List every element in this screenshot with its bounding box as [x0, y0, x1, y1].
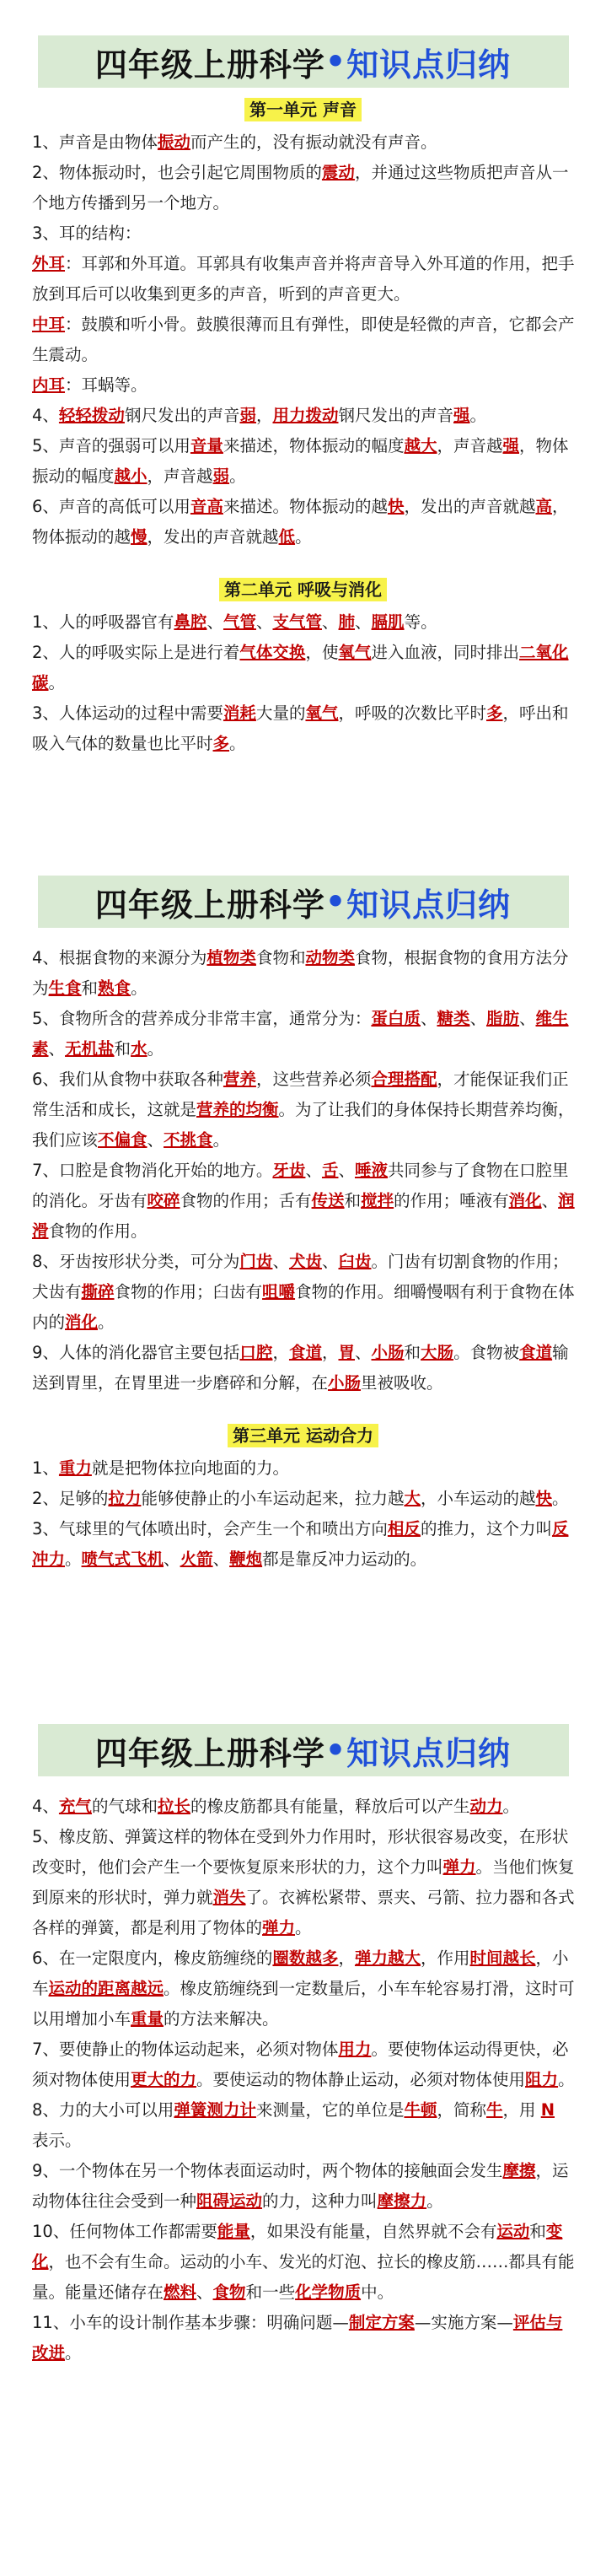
- text-segment: ，这些营养必须: [255, 1070, 372, 1089]
- text-segment: 5、声音的强弱可以用: [32, 436, 190, 455]
- text-segment: 食物的作用。细嚼慢咽有利于食物在体内的: [32, 1282, 575, 1332]
- text-segment: 。当他们恢复到原来的形状时，弹力就: [32, 1857, 575, 1907]
- title-main: 四年级上册科学: [94, 1734, 325, 1772]
- key-term: 熟食: [98, 978, 131, 998]
- text-segment: 2、足够的: [32, 1489, 109, 1508]
- key-term: 二氧化碳: [32, 643, 569, 693]
- key-term: 气体交换: [239, 643, 306, 662]
- text-segment: 等。: [404, 612, 437, 632]
- key-term: 不挑食: [164, 1130, 213, 1150]
- text-segment: 食物和: [255, 948, 306, 967]
- text-segment: 的方法来解决。: [164, 2009, 279, 2029]
- key-term: 运动: [496, 2222, 530, 2241]
- title-sub: 知识点归纳: [346, 886, 512, 924]
- key-term: N: [540, 2100, 555, 2120]
- text-segment: 、: [541, 1191, 559, 1210]
- text-segment: ，: [272, 1343, 289, 1362]
- key-term: 强: [502, 436, 519, 455]
- knowledge-item: [32, 607, 576, 638]
- unit-heading: [0, 576, 606, 601]
- key-term: 振动: [157, 132, 190, 152]
- text-segment: 、: [338, 1161, 355, 1180]
- spacer: [0, 928, 606, 943]
- text-segment: 、: [196, 2282, 213, 2302]
- spacer: [0, 552, 606, 568]
- key-term: 阻碍运动: [196, 2191, 263, 2211]
- knowledge-item: [32, 1484, 576, 1514]
- text-segment: ，物体振动的越: [32, 497, 569, 547]
- text-segment: 和: [81, 978, 99, 998]
- key-term: 圈数越多: [272, 1948, 339, 1968]
- knowledge-item: [32, 2308, 576, 2369]
- knowledge-item: [32, 249, 576, 310]
- text-segment: 、: [272, 1252, 289, 1271]
- text-segment: 、: [355, 612, 372, 632]
- text-segment: 3、气球里的气体喷出时，会产生一个和喷出方向: [32, 1519, 388, 1539]
- key-term: 重量: [131, 2009, 164, 2029]
- knowledge-item: [32, 370, 576, 401]
- text-segment: 。门齿有切割食物的作用；犬齿有: [32, 1252, 569, 1301]
- unit-heading: [0, 1422, 606, 1447]
- key-term: 糖类: [437, 1009, 470, 1028]
- key-term: 摩擦: [502, 2161, 536, 2180]
- text-segment: 、: [164, 1549, 180, 1569]
- text-segment: 。要使运动的物体静止运动，必须对物体使用: [196, 2070, 526, 2089]
- text-segment: 。: [229, 734, 246, 753]
- knowledge-item: [32, 1064, 576, 1156]
- key-term: 燃料: [164, 2282, 197, 2302]
- knowledge-item: [32, 698, 576, 759]
- key-term: 火箭: [180, 1549, 213, 1569]
- key-term: 高: [535, 497, 552, 516]
- text-segment: 就是把物体拉向地面的力。: [91, 1458, 289, 1478]
- text-segment: 。: [469, 406, 487, 425]
- title-main: 四年级上册科学: [94, 46, 325, 84]
- text-segment: 、: [305, 1161, 322, 1180]
- key-term: 鞭炮: [229, 1549, 263, 1569]
- text-segment: 。为了让我们的身体保持长期营养均衡，我们应该: [32, 1100, 575, 1150]
- text-segment: 4、根据食物的来源分为: [32, 948, 207, 967]
- title-dot: •: [324, 43, 347, 80]
- key-term: 变化: [32, 2222, 563, 2272]
- text-segment: ，小车运动的越: [420, 1489, 536, 1508]
- text-segment: 。: [65, 2343, 82, 2363]
- knowledge-item: [32, 1004, 576, 1064]
- text-segment: ：鼓膜和听小骨。鼓膜很薄而且有弹性，即使是轻微的声音，它都会产生震动。: [32, 315, 575, 364]
- text-segment: 而产生的，没有振动就没有声音。: [190, 132, 437, 152]
- text-segment: 的气球和: [91, 1797, 158, 1816]
- text-segment: 、: [147, 1130, 164, 1150]
- text-segment: ，如果没有能量，自然界就不会有: [249, 2222, 497, 2241]
- key-term: 阻力: [525, 2070, 559, 2089]
- text-segment: 1、人的呼吸器官有: [32, 612, 174, 632]
- text-segment: 。: [65, 1549, 82, 1569]
- section-3: [0, 1724, 606, 2369]
- knowledge-item: [32, 2156, 576, 2217]
- key-term: 营养: [223, 1070, 256, 1089]
- text-segment: 。: [98, 1312, 115, 1332]
- text-segment: 9、人体的消化器官主要包括: [32, 1343, 240, 1362]
- key-term: 门齿: [239, 1252, 273, 1271]
- text-segment: ，才能保证我们正常生活和成长，这就是: [32, 1070, 569, 1119]
- knowledge-item: [32, 2034, 576, 2095]
- text-segment: ：耳蜗等。: [65, 375, 147, 395]
- text-segment: 3、人体运动的过程中需要: [32, 703, 223, 723]
- key-term: 搅拌: [361, 1191, 394, 1210]
- text-segment: 6、声音的高低可以用: [32, 497, 190, 516]
- key-term: 用力拨动: [272, 406, 339, 425]
- text-segment: 、: [212, 1549, 230, 1569]
- text-segment: 5、橡皮筋、弹簧这样的物体在受到外力作用时，形状很容易改变，在形状改变时，他们会产生一个要恢复原来形状的力，这个力叫: [32, 1827, 569, 1877]
- text-segment: 输送到胃里，在胃里进一步磨碎和分解，在: [32, 1343, 569, 1393]
- knowledge-item: [32, 638, 576, 698]
- key-term: 维生素: [32, 1009, 569, 1059]
- key-term: 消化: [65, 1312, 99, 1332]
- text-segment: 。: [131, 978, 147, 998]
- key-term: 消耗: [223, 703, 256, 723]
- key-term: 中耳: [32, 315, 66, 334]
- text-segment: ，呼吸的次数比平时: [338, 703, 486, 723]
- text-segment: 3、耳的结构：: [32, 224, 142, 243]
- knowledge-item: [32, 218, 576, 249]
- key-term: 内耳: [32, 375, 66, 395]
- text-segment: ，运动物体往往会受到一种: [32, 2161, 569, 2211]
- text-segment: 和: [404, 1343, 421, 1362]
- knowledge-item: [32, 943, 576, 1004]
- unit-heading: [0, 96, 606, 121]
- text-segment: 食物的作用；舌有: [180, 1191, 312, 1210]
- text-segment: 。: [552, 1489, 569, 1508]
- key-term: 喷气式飞机: [81, 1549, 164, 1569]
- key-term: 牙齿: [272, 1161, 306, 1180]
- text-segment: 6、在一定限度内，橡皮筋缠绕的: [32, 1948, 273, 1968]
- key-term: 相反: [387, 1519, 421, 1539]
- text-segment: 。: [295, 527, 312, 547]
- key-term: 用力: [338, 2040, 372, 2059]
- text-segment: 。: [426, 2191, 443, 2211]
- key-term: 能量: [217, 2222, 250, 2241]
- key-term: 营养的均衡: [196, 1100, 279, 1119]
- text-segment: ，使: [305, 643, 339, 662]
- text-segment: ，呼出和吸入气体的数量也比平时: [32, 703, 569, 753]
- key-term: 水: [131, 1039, 147, 1059]
- text-segment: ，也不会有生命。运动的小车、发光的灯泡、拉长的橡皮筋……都具有能量。能量还储存在: [32, 2252, 575, 2302]
- text-segment: 了。衣裤松紧带、票夹、弓箭、拉力器和各式各样的弹簧，都是利用了物体的: [32, 1888, 575, 1937]
- text-segment: 和: [344, 1191, 362, 1210]
- text-segment: 2、人的呼吸实际上是进行着: [32, 643, 240, 662]
- knowledge-item: [32, 158, 576, 218]
- key-term: 动力: [469, 1797, 503, 1816]
- key-term: 咀嚼: [262, 1282, 296, 1301]
- text-segment: 。: [212, 1130, 230, 1150]
- key-term: 动物类: [305, 948, 355, 967]
- text-segment: ，声音越: [437, 436, 503, 455]
- text-segment: 。橡皮筋缠绕到一定数量后，小车车轮容易打滑，这时可以用增加小车: [32, 1979, 575, 2029]
- knowledge-item: [32, 401, 576, 431]
- text-segment: 。: [558, 2070, 575, 2089]
- key-term: 反冲力: [32, 1519, 569, 1569]
- knowledge-item: [32, 492, 576, 552]
- key-term: 低: [278, 527, 296, 547]
- key-term: 弱: [239, 406, 256, 425]
- text-segment: 7、要使静止的物体运动起来，必须对物体: [32, 2040, 339, 2059]
- text-segment: 能够使静止的小车运动起来，拉力越: [141, 1489, 405, 1508]
- title-dot: •: [324, 1732, 347, 1769]
- text-segment: 、: [355, 1343, 372, 1362]
- key-term: 传送: [311, 1191, 345, 1210]
- text-segment: 。: [147, 1039, 164, 1059]
- text-segment: 食物，根据食物的食用方法分为: [32, 948, 569, 998]
- text-segment: ，用: [502, 2100, 541, 2120]
- text-segment: 11、小车的设计制作基本步骤：明确问题—: [32, 2313, 349, 2332]
- key-term: 撕碎: [81, 1282, 115, 1301]
- unit-heading-text: 第一单元 声音: [244, 98, 362, 121]
- text-segment: 、: [420, 1009, 437, 1028]
- key-term: 更大的力: [131, 2070, 197, 2089]
- text-segment: 。要使物体运动得更快，必须对物体使用: [32, 2040, 569, 2089]
- text-segment: ，发出的声音就越: [147, 527, 279, 547]
- unit-heading-text: 第三单元 运动合力: [228, 1424, 378, 1447]
- text-segment: 和一些: [245, 2282, 296, 2302]
- text-segment: 4、: [32, 1797, 59, 1816]
- text-segment: 。: [48, 673, 66, 693]
- key-term: 慢: [131, 527, 147, 547]
- text-segment: 、: [519, 1009, 536, 1028]
- title-sub: 知识点归纳: [346, 46, 512, 84]
- spacer: [0, 1398, 606, 1414]
- text-segment: 食物的作用；臼齿有: [114, 1282, 263, 1301]
- text-segment: 进入血液，同时排出: [371, 643, 519, 662]
- key-term: 拉长: [157, 1797, 190, 1816]
- text-segment: 1、声音是由物体: [32, 132, 158, 152]
- key-term: 鼻腔: [174, 612, 207, 632]
- key-term: 胃: [338, 1343, 355, 1362]
- text-segment: 和: [529, 2222, 546, 2241]
- knowledge-item: [32, 2095, 576, 2156]
- text-segment: 7、口腔是食物消化开始的地方。: [32, 1161, 273, 1180]
- text-segment: ，: [321, 1343, 339, 1362]
- key-term: 食物: [212, 2282, 246, 2302]
- text-segment: 。: [295, 1918, 312, 1937]
- text-segment: 1、: [32, 1458, 59, 1478]
- key-term: 制定方案: [348, 2313, 415, 2332]
- knowledge-item: [32, 1247, 576, 1338]
- key-term: 氧气: [338, 643, 372, 662]
- knowledge-item: [32, 1822, 576, 1943]
- text-segment: 共同参与了食物在口腔里的消化。牙齿有: [32, 1161, 569, 1210]
- spacer: [0, 1776, 606, 1792]
- key-term: 越大: [404, 436, 437, 455]
- key-term: 弹力越大: [354, 1948, 421, 1968]
- knowledge-item: [32, 431, 576, 492]
- text-segment: 的作用；唾液有: [394, 1191, 509, 1210]
- knowledge-item: [32, 310, 576, 370]
- key-term: 弱: [212, 466, 230, 486]
- key-term: 弹力: [262, 1918, 296, 1937]
- text-segment: ，: [338, 1948, 355, 1968]
- key-term: 弹簧测力计: [174, 2100, 256, 2120]
- knowledge-item: [32, 1943, 576, 2034]
- text-segment: ：耳郭和外耳道。耳郭具有收集声音并将声音导入外耳道的作用，把手放到耳后可以收集到更多的声音，听到的声音更大。: [32, 254, 575, 304]
- key-term: 多: [485, 703, 503, 723]
- text-segment: 、: [469, 1009, 486, 1028]
- text-segment: 的橡皮筋都具有能量，释放后可以产生: [190, 1797, 470, 1816]
- key-term: 拉力: [108, 1489, 142, 1508]
- text-segment: ，小车: [32, 1948, 569, 1998]
- text-segment: 8、牙齿按形状分类，可分为: [32, 1252, 240, 1271]
- text-segment: 2、物体振动时，也会引起它周围物质的: [32, 163, 322, 182]
- text-segment: ，发出的声音就越: [404, 497, 536, 516]
- key-term: 植物类: [206, 948, 256, 967]
- title-dot: •: [324, 883, 347, 920]
- text-segment: ，: [255, 406, 273, 425]
- text-segment: 中。: [361, 2282, 394, 2302]
- key-term: 膈肌: [371, 612, 405, 632]
- key-term: 食道: [288, 1343, 322, 1362]
- text-segment: 大量的: [255, 703, 306, 723]
- text-segment: 。: [229, 466, 246, 486]
- key-term: 牛顿: [404, 2100, 437, 2120]
- key-term: 肺: [338, 612, 356, 632]
- key-term: 犬齿: [288, 1252, 322, 1271]
- key-term: 咬碎: [147, 1191, 180, 1210]
- key-term: 快: [387, 497, 405, 516]
- key-term: 重力: [58, 1458, 92, 1478]
- section-1: [0, 35, 606, 759]
- text-segment: —实施方案—: [414, 2313, 513, 2332]
- knowledge-item: [32, 127, 576, 158]
- key-term: 不偏食: [98, 1130, 147, 1150]
- title-sub: 知识点归纳: [346, 1734, 512, 1772]
- key-term: 大: [404, 1489, 421, 1508]
- key-term: 气管: [223, 612, 256, 632]
- knowledge-item: [32, 1514, 576, 1575]
- key-term: 消化: [508, 1191, 542, 1210]
- key-term: 消失: [212, 1888, 246, 1907]
- key-term: 食道: [519, 1343, 553, 1362]
- title-main: 四年级上册科学: [94, 886, 325, 924]
- text-segment: ，简称: [437, 2100, 486, 2120]
- text-segment: 10、任何物体工作都需要: [32, 2222, 217, 2241]
- key-term: 脂肪: [485, 1009, 519, 1028]
- key-term: 蛋白质: [371, 1009, 421, 1028]
- text-segment: 钢尺发出的声音: [338, 406, 454, 425]
- key-term: 震动: [321, 163, 355, 182]
- key-term: 强: [453, 406, 470, 425]
- text-segment: 6、我们从食物中获取各种: [32, 1070, 223, 1089]
- key-term: 化学物质: [295, 2282, 362, 2302]
- key-term: 唾液: [354, 1161, 388, 1180]
- key-term: 臼齿: [338, 1252, 372, 1271]
- key-term: 小肠: [371, 1343, 405, 1362]
- page-title: [38, 876, 569, 928]
- key-term: 多: [212, 734, 230, 753]
- key-term: 时间越长: [469, 1948, 536, 1968]
- key-term: 小肠: [328, 1373, 362, 1393]
- section-2: [0, 876, 606, 1575]
- key-term: 弹力: [442, 1857, 476, 1877]
- key-term: 无机盐: [65, 1039, 115, 1059]
- key-term: 氧气: [305, 703, 339, 723]
- unit-heading-text: 第二单元 呼吸与消化: [219, 578, 387, 601]
- knowledge-item: [32, 1156, 576, 1247]
- key-term: 牛: [485, 2100, 503, 2120]
- text-segment: 。: [502, 1797, 520, 1816]
- text-segment: 、: [321, 1252, 339, 1271]
- text-segment: 食物的作用。: [48, 1221, 147, 1241]
- text-segment: 9、一个物体在另一个物体表面运动时，两个物体的接触面会发生: [32, 2161, 503, 2180]
- page-title: [38, 35, 569, 88]
- knowledge-item: [32, 1792, 576, 1822]
- key-term: 舌: [321, 1161, 339, 1180]
- text-segment: 钢尺发出的声音: [124, 406, 240, 425]
- key-term: 快: [535, 1489, 552, 1508]
- text-segment: 4、: [32, 406, 59, 425]
- knowledge-item: [32, 1453, 576, 1484]
- knowledge-item: [32, 1338, 576, 1398]
- text-segment: 来测量，它的单位是: [255, 2100, 405, 2120]
- key-term: 合理搭配: [371, 1070, 437, 1089]
- key-term: 生食: [48, 978, 82, 998]
- text-segment: 5、食物所含的营养成分非常丰富，通常分为：: [32, 1009, 372, 1028]
- text-segment: 。食物被: [453, 1343, 520, 1362]
- key-term: 充气: [58, 1797, 92, 1816]
- text-segment: 和: [114, 1039, 131, 1059]
- text-segment: 8、力的大小可以用: [32, 2100, 174, 2120]
- text-segment: 表示。: [32, 2131, 82, 2150]
- key-term: 运动的距离越远: [48, 1979, 164, 1998]
- key-term: 大肠: [421, 1343, 454, 1362]
- text-segment: 、: [255, 612, 273, 632]
- text-segment: ，作用: [420, 1948, 470, 1968]
- key-term: 音量: [190, 436, 223, 455]
- key-term: 音高: [190, 497, 223, 516]
- text-segment: 里被吸收。: [361, 1373, 443, 1393]
- text-segment: 都是靠反冲力运动的。: [262, 1549, 427, 1569]
- text-segment: 的力，这种力叫: [262, 2191, 378, 2211]
- text-segment: 的推力，这个力叫: [420, 1519, 552, 1539]
- text-segment: 来描述，物体振动的幅度: [223, 436, 405, 455]
- key-term: 评估与改进: [32, 2313, 563, 2363]
- text-segment: ，声音越: [147, 466, 213, 486]
- page-title: [38, 1724, 569, 1776]
- key-term: 外耳: [32, 254, 66, 273]
- key-term: 轻轻拨动: [58, 406, 125, 425]
- text-segment: ，物体振动的幅度: [32, 436, 569, 486]
- key-term: 支气管: [272, 612, 322, 632]
- key-term: 口腔: [239, 1343, 273, 1362]
- key-term: 越小: [114, 466, 147, 486]
- text-segment: ，并通过这些物质把声音从一个地方传播到另一个地方。: [32, 163, 569, 213]
- text-segment: 来描述。物体振动的越: [223, 497, 388, 516]
- key-term: 润滑: [32, 1191, 575, 1241]
- text-segment: 、: [322, 612, 339, 632]
- text-segment: 、: [206, 612, 223, 632]
- text-segment: 、: [48, 1039, 66, 1059]
- knowledge-item: [32, 2217, 576, 2308]
- key-term: 摩擦力: [377, 2191, 427, 2211]
